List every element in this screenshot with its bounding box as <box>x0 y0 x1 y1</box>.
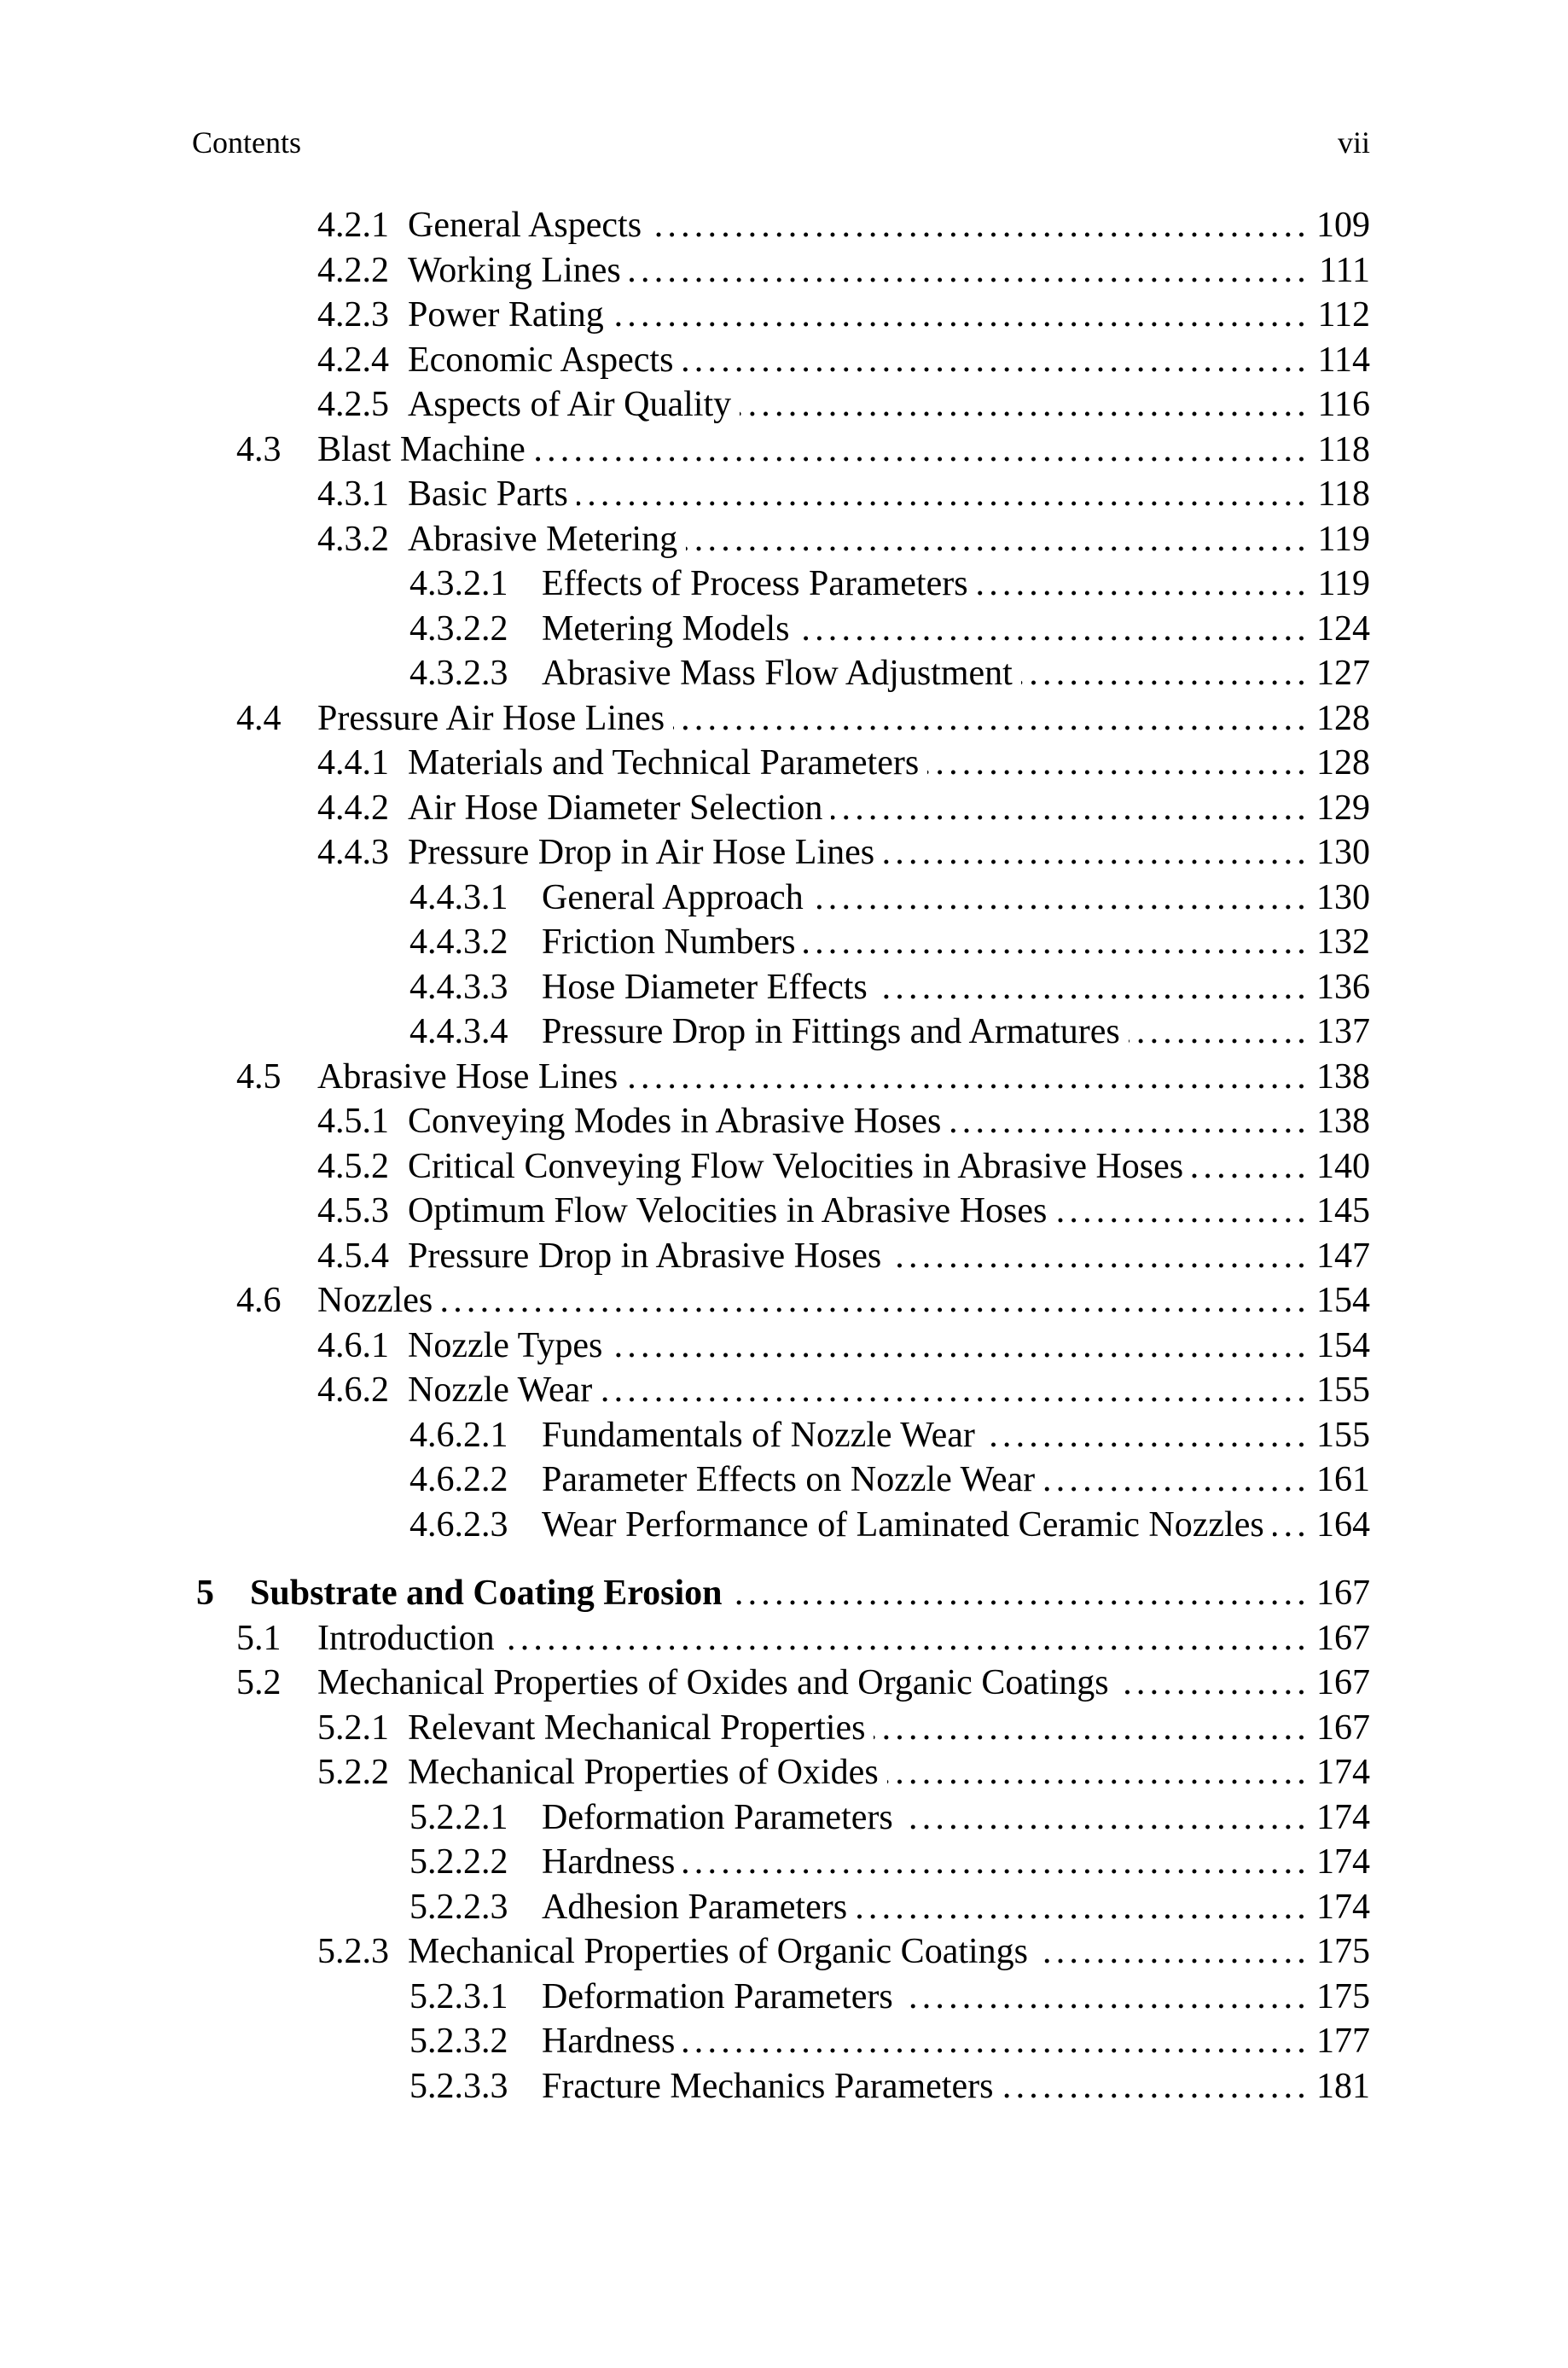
toc-dot-leader <box>798 607 1310 652</box>
toc-entry-title: Introduction <box>317 1618 495 1658</box>
toc-entry <box>196 1929 1370 1975</box>
toc-dot-leader <box>856 1885 1310 1930</box>
toc-entry-title: Critical Conveying Flow Velocities in Abrasive Hoses <box>408 1146 1184 1186</box>
toc-entry <box>196 1009 1370 1055</box>
toc-entry <box>196 876 1370 921</box>
toc-entry-title: Abrasive Mass Flow Adjustment <box>542 654 1013 693</box>
toc-dot-leader <box>804 920 1310 965</box>
toc-entry-title: Adhesion Parameters <box>542 1887 848 1927</box>
toc-entry-page: 129 <box>1316 788 1370 828</box>
toc-dot-leader <box>686 517 1310 562</box>
toc-entry-title: Fracture Mechanics Parameters <box>542 2066 994 2106</box>
toc-entry-number: 4.3.2 <box>317 519 389 559</box>
toc-entry-number: 5.2.2 <box>317 1753 389 1792</box>
toc-entry-page: 116 <box>1317 385 1370 424</box>
toc-entry-page: 167 <box>1316 1663 1370 1702</box>
toc-entry-number: 4.6 <box>236 1281 282 1320</box>
toc-entry <box>196 1457 1370 1503</box>
toc-dot-leader <box>1021 651 1310 696</box>
toc-entry-page: 109 <box>1316 206 1370 245</box>
toc-dot-leader <box>876 965 1310 1010</box>
toc-entry-title: Hose Diameter Effects <box>542 967 868 1007</box>
toc-entry-page: 164 <box>1316 1504 1370 1545</box>
toc-entry-title: Economic Aspects <box>408 340 674 380</box>
toc-entry-page: 147 <box>1316 1236 1370 1276</box>
toc-entry-number: 4.3.2.3 <box>409 654 508 693</box>
toc-entry-title: Optimum Flow Velocities in Abrasive Hoses <box>408 1191 1048 1231</box>
toc-entry-title: Friction Numbers <box>542 922 796 962</box>
toc-entry-page: 174 <box>1316 1753 1370 1792</box>
toc-entry-number: 4.4.3.4 <box>409 1012 508 1051</box>
toc-entry <box>196 1840 1370 1885</box>
toc-entry-page: 155 <box>1316 1370 1370 1410</box>
toc-dot-leader <box>984 1413 1310 1458</box>
toc-dot-leader <box>1129 1009 1310 1055</box>
toc-entry-title: Working Lines <box>408 250 621 290</box>
toc-entry-number: 4.6.2.1 <box>409 1415 508 1455</box>
toc-entry-number: 4.2.2 <box>317 250 389 290</box>
toc-entry-number: 4.5.4 <box>317 1236 389 1276</box>
toc-entry-number: 4.2.4 <box>317 340 389 380</box>
toc-entry <box>196 472 1370 517</box>
toc-entry <box>196 741 1370 786</box>
toc-dot-leader <box>682 338 1310 383</box>
toc-entry-number: 5.2.1 <box>317 1708 389 1748</box>
toc-dot-leader <box>534 428 1310 473</box>
toc-entry-number: 4.4.3 <box>317 833 389 872</box>
toc-entry-page: 127 <box>1316 654 1370 693</box>
toc-entry-title: Air Hose Diameter Selection <box>408 788 823 828</box>
toc-entry-title: Materials and Technical Parameters <box>408 743 920 783</box>
toc-entry-title: Aspects of Air Quality <box>408 385 732 424</box>
toc-entry-page: 154 <box>1316 1325 1370 1365</box>
toc-entry-title: Pressure Drop in Abrasive Hoses <box>408 1236 882 1276</box>
toc-entry <box>196 830 1370 876</box>
toc-entry <box>196 561 1370 607</box>
toc-entry-number: 5.2.3.1 <box>409 1976 508 2016</box>
toc-entry-number: 4.5.3 <box>317 1191 389 1231</box>
toc-entry-number: 4.2.1 <box>317 206 389 245</box>
toc-dot-leader <box>630 248 1310 294</box>
toc-entry-page: 132 <box>1316 922 1370 962</box>
toc-entry-title: Mechanical Properties of Organic Coatings <box>408 1932 1029 1971</box>
toc-entry-number: 5.2.3.2 <box>409 2022 508 2061</box>
toc-dot-leader <box>902 1975 1310 2020</box>
toc-entry-number: 4.4.3.3 <box>409 967 508 1007</box>
toc-dot-leader <box>613 293 1310 338</box>
toc-entry <box>196 1706 1370 1751</box>
toc-dot-leader <box>740 382 1310 428</box>
toc-entry <box>196 248 1370 294</box>
toc-dot-leader <box>1037 1929 1310 1975</box>
toc-entry <box>196 293 1370 338</box>
toc-entry <box>196 1368 1370 1413</box>
toc-entry-number: 5.2 <box>236 1663 282 1702</box>
toc-entry-number: 4.3 <box>236 429 282 469</box>
toc-dot-leader <box>883 830 1310 876</box>
toc-entry-page: 175 <box>1316 1976 1370 2016</box>
toc-entry <box>196 1234 1370 1279</box>
toc-entry-number: 5.1 <box>236 1618 282 1658</box>
toc-entry <box>196 428 1370 473</box>
toc-entry <box>196 203 1370 248</box>
toc-entry-number: 4.3.2.2 <box>409 608 508 649</box>
toc-entry-title: Deformation Parameters <box>542 1976 893 2016</box>
toc-entry-number: 4.5 <box>236 1056 282 1097</box>
toc-entry-number: 5.2.2.2 <box>409 1842 508 1882</box>
toc-entry-title: Power Rating <box>408 295 604 335</box>
toc-dot-leader <box>1192 1144 1310 1190</box>
toc-entry <box>196 338 1370 383</box>
toc-entry-title: Nozzle Types <box>408 1325 603 1365</box>
toc-entry-page: 130 <box>1316 877 1370 917</box>
toc-dot-leader <box>650 203 1310 248</box>
toc-entry-page: 138 <box>1316 1056 1370 1097</box>
toc-entry-page: 154 <box>1316 1281 1370 1320</box>
toc-entry <box>196 1885 1370 1930</box>
toc-list <box>196 203 1370 2109</box>
toc-dot-leader <box>611 1324 1310 1369</box>
toc-entry-number: 4.2.3 <box>317 295 389 335</box>
toc-entry <box>196 1099 1370 1144</box>
toc-entry-number: 5.2.2.3 <box>409 1887 508 1927</box>
toc-entry <box>196 920 1370 965</box>
toc-entry <box>196 651 1370 696</box>
toc-dot-leader <box>812 876 1310 921</box>
toc-entry-title: Hardness <box>542 2022 676 2061</box>
toc-entry <box>196 1278 1370 1324</box>
toc-dot-leader <box>1055 1189 1310 1234</box>
toc-entry-title: Relevant Mechanical Properties <box>408 1708 866 1748</box>
toc-entry-page: 128 <box>1316 698 1370 738</box>
toc-entry <box>196 1189 1370 1234</box>
toc-dot-leader <box>673 696 1310 742</box>
toc-entry-page: 118 <box>1317 429 1370 469</box>
toc-entry-title: Effects of Process Parameters <box>542 564 968 603</box>
toc-entry-page: 119 <box>1317 564 1370 603</box>
toc-entry-number: 5.2.3.3 <box>409 2066 508 2106</box>
toc-entry <box>196 1795 1370 1841</box>
toc-entry-page: 174 <box>1316 1887 1370 1927</box>
toc-dot-leader <box>1273 1503 1310 1548</box>
toc-entry-page: 111 <box>1319 250 1370 290</box>
toc-entry-title: Pressure Drop in Fittings and Armatures <box>542 1012 1120 1051</box>
toc-entry-page: 155 <box>1316 1415 1370 1455</box>
toc-entry <box>196 607 1370 652</box>
toc-entry-page: 119 <box>1317 519 1370 559</box>
toc-entry-page: 174 <box>1316 1842 1370 1882</box>
toc-dot-leader <box>683 2019 1310 2064</box>
toc-entry-title: Mechanical Properties of Oxides <box>408 1753 879 1792</box>
toc-entry-page: 128 <box>1316 743 1370 783</box>
toc-entry <box>196 1975 1370 2020</box>
toc-entry-number: 5.2.2.1 <box>409 1797 508 1837</box>
toc-entry-number: 4.4 <box>236 698 282 738</box>
toc-entry-title: Nozzles <box>317 1281 433 1320</box>
toc-entry <box>196 965 1370 1010</box>
toc-entry <box>196 1503 1370 1548</box>
toc-entry-page: 140 <box>1316 1146 1370 1186</box>
toc-dot-leader <box>626 1055 1310 1100</box>
toc-entry-title: Fundamentals of Nozzle Wear <box>542 1415 975 1455</box>
running-header-title: Contents <box>192 125 302 160</box>
toc-entry-page: 124 <box>1316 608 1370 649</box>
toc-entry-page: 167 <box>1316 1574 1370 1613</box>
toc-entry-page: 136 <box>1316 967 1370 1007</box>
toc-entry-number: 4.4.1 <box>317 743 389 783</box>
toc-entry <box>196 1324 1370 1369</box>
toc-entry-title: Pressure Air Hose Lines <box>317 698 665 738</box>
toc-entry-title: Substrate and Coating Erosion <box>250 1574 723 1613</box>
toc-entry <box>196 517 1370 562</box>
toc-entry-page: 161 <box>1316 1460 1370 1499</box>
toc-entry-page: 118 <box>1317 474 1370 514</box>
toc-entry-number: 5 <box>196 1574 214 1613</box>
toc-entry <box>196 1616 1370 1661</box>
toc-entry-number: 4.5.2 <box>317 1146 389 1186</box>
running-header <box>192 125 1370 160</box>
toc-entry-page: 177 <box>1316 2022 1370 2061</box>
toc-dot-leader <box>874 1706 1310 1751</box>
toc-entry <box>196 1661 1370 1706</box>
toc-entry-title: General Aspects <box>408 206 642 245</box>
toc-entry <box>196 2019 1370 2064</box>
toc-entry <box>196 1750 1370 1795</box>
toc-dot-leader <box>890 1234 1310 1279</box>
toc-entry-page: 114 <box>1317 340 1370 380</box>
toc-entry <box>196 1144 1370 1190</box>
toc-entry-number: 4.2.5 <box>317 385 389 424</box>
toc-dot-leader <box>1043 1457 1310 1503</box>
toc-entry-title: Mechanical Properties of Oxides and Organic Coatings <box>317 1663 1109 1702</box>
toc-entry <box>196 1571 1370 1616</box>
toc-entry-number: 4.4.3.2 <box>409 922 508 962</box>
toc-entry-title: Parameter Effects on Nozzle Wear <box>542 1460 1036 1499</box>
toc-dot-leader <box>1118 1661 1310 1706</box>
toc-dot-leader <box>683 1840 1310 1885</box>
toc-entry-page: 145 <box>1316 1191 1370 1231</box>
toc-dot-leader <box>1002 2064 1310 2109</box>
toc-entry-number: 4.4.2 <box>317 788 389 828</box>
running-header-page-number: vii <box>1337 125 1370 160</box>
toc-dot-leader <box>731 1571 1310 1616</box>
toc-entry-page: 138 <box>1316 1102 1370 1141</box>
toc-entry-number: 4.6.2.2 <box>409 1460 508 1499</box>
toc-entry-page: 167 <box>1316 1708 1370 1748</box>
toc-entry-page: 137 <box>1316 1012 1370 1051</box>
toc-entry-number: 4.6.2.3 <box>409 1504 508 1545</box>
toc-entry-title: Hardness <box>542 1842 676 1882</box>
toc-entry-title: Blast Machine <box>317 429 526 469</box>
toc-entry <box>196 1055 1370 1100</box>
toc-entry-page: 174 <box>1316 1797 1370 1837</box>
toc-entry <box>196 2064 1370 2109</box>
toc-entry-title: Pressure Drop in Air Hose Lines <box>408 833 875 872</box>
toc-entry-title: Deformation Parameters <box>542 1797 893 1837</box>
toc-dot-leader <box>887 1750 1310 1795</box>
toc-dot-leader <box>977 561 1310 607</box>
toc-dot-leader <box>831 786 1310 831</box>
toc-entry-page: 167 <box>1316 1618 1370 1658</box>
toc-entry-number: 4.3.2.1 <box>409 564 508 603</box>
toc-entry-title: Abrasive Metering <box>408 519 678 559</box>
toc-entry-title: General Approach <box>542 877 804 917</box>
toc-entry-page: 130 <box>1316 833 1370 872</box>
toc-entry-title: Metering Models <box>542 608 790 649</box>
toc-entry <box>196 786 1370 831</box>
toc-entry-title: Conveying Modes in Abrasive Hoses <box>408 1102 942 1141</box>
toc-entry <box>196 1413 1370 1458</box>
toc-entry-number: 4.5.1 <box>317 1102 389 1141</box>
toc-entry-number: 4.6.2 <box>317 1370 389 1410</box>
toc-entry-number: 4.6.1 <box>317 1325 389 1365</box>
toc-dot-leader <box>441 1278 1310 1324</box>
toc-entry-number: 5.2.3 <box>317 1932 389 1971</box>
toc-dot-leader <box>950 1099 1310 1144</box>
toc-entry <box>196 382 1370 428</box>
toc-dot-leader <box>902 1795 1310 1841</box>
toc-entry-title: Abrasive Hose Lines <box>317 1056 618 1097</box>
toc-dot-leader <box>927 741 1310 786</box>
toc-entry-number: 4.3.1 <box>317 474 389 514</box>
toc-entry-number: 4.4.3.1 <box>409 877 508 917</box>
toc-entry-page: 181 <box>1316 2066 1370 2106</box>
toc-dot-leader <box>601 1368 1310 1413</box>
toc-entry-title: Nozzle Wear <box>408 1370 593 1410</box>
toc-dot-leader <box>503 1616 1310 1661</box>
toc-entry <box>196 696 1370 742</box>
toc-dot-leader <box>577 472 1310 517</box>
toc-entry-title: Wear Performance of Laminated Ceramic Nozzles <box>542 1504 1264 1545</box>
toc-entry-title: Basic Parts <box>408 474 568 514</box>
toc-entry-page: 112 <box>1317 295 1370 335</box>
toc-entry-page: 175 <box>1316 1932 1370 1971</box>
